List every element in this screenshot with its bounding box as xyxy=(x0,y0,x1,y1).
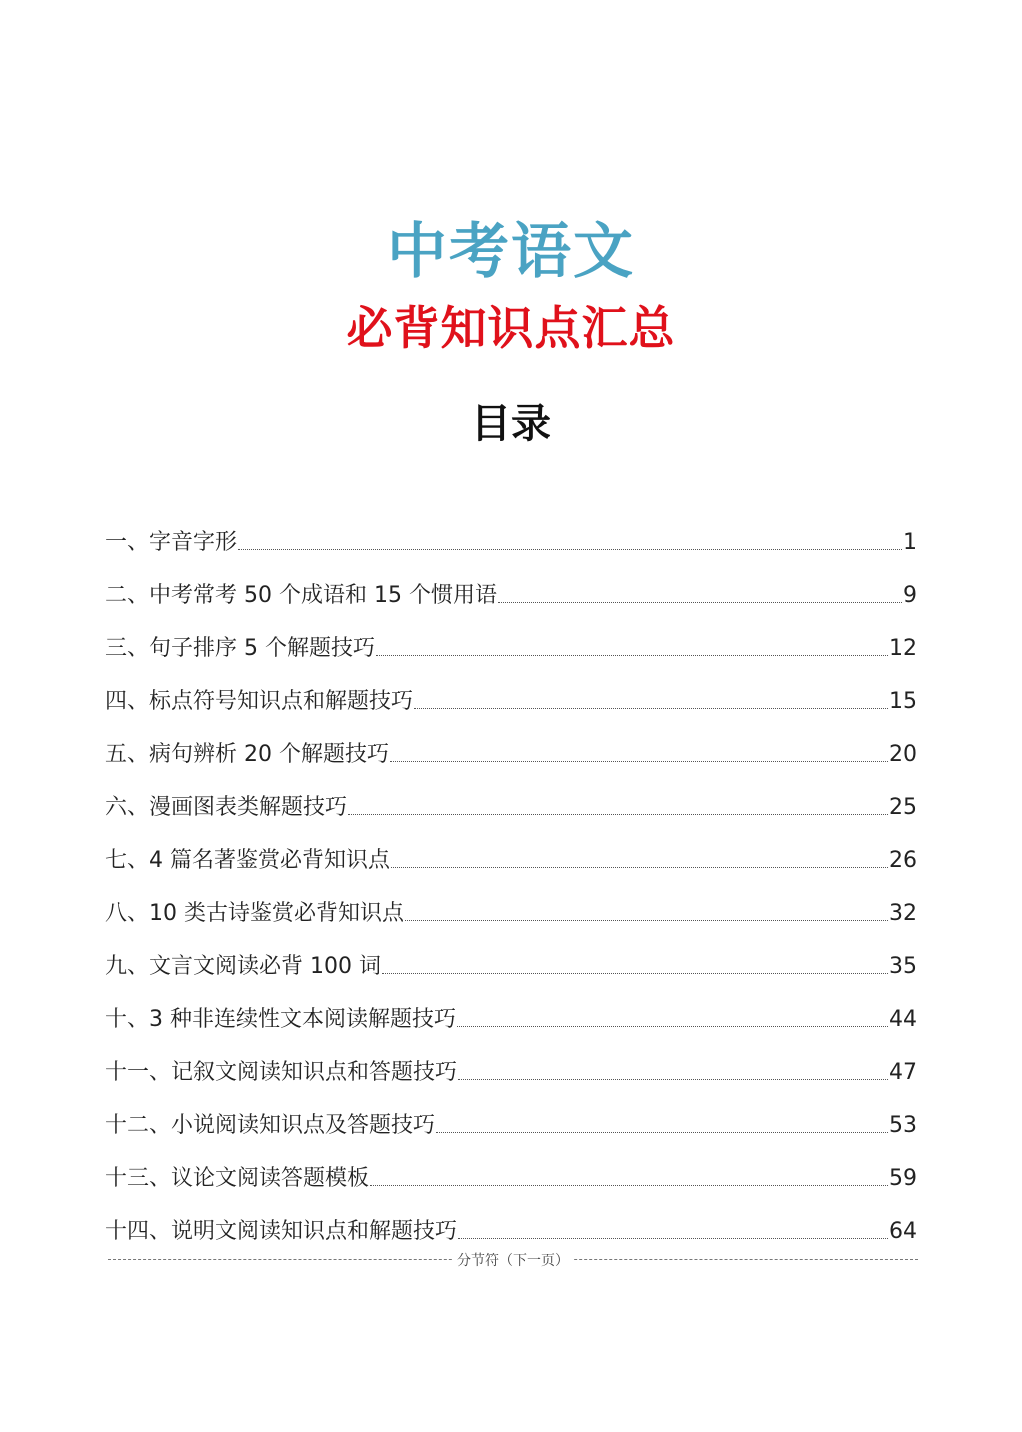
toc-leader-dots xyxy=(370,1185,888,1186)
toc-entry-label: 十二、小说阅读知识点及答题技巧 xyxy=(105,1113,436,1138)
toc-leader-dots xyxy=(458,1079,888,1080)
toc-entry[interactable] xyxy=(105,1093,917,1146)
toc-entry[interactable] xyxy=(105,1146,917,1199)
toc-entry[interactable] xyxy=(105,987,917,1040)
toc-entry-page: 1 xyxy=(903,530,917,555)
toc-entry-page: 15 xyxy=(889,689,917,714)
toc-entry[interactable] xyxy=(105,775,917,828)
toc-entry-label: 二、中考常考 50 个成语和 15 个惯用语 xyxy=(105,583,497,608)
toc-entry[interactable] xyxy=(105,510,917,563)
section-break xyxy=(108,1250,918,1270)
toc-entry-label: 十四、说明文阅读知识点和解题技巧 xyxy=(105,1219,458,1244)
toc-entry-label: 八、10 类古诗鉴赏必背知识点 xyxy=(105,901,404,926)
toc-entry-label: 七、4 篇名著鉴赏必背知识点 xyxy=(105,848,390,873)
toc-leader-dots xyxy=(457,1026,888,1027)
toc-entry[interactable] xyxy=(105,934,917,987)
toc-entry-page: 35 xyxy=(889,954,917,979)
toc-leader-dots xyxy=(382,973,888,974)
table-of-contents xyxy=(105,510,917,1252)
toc-entry-label: 六、漫画图表类解题技巧 xyxy=(105,795,348,820)
toc-entry[interactable] xyxy=(105,1040,917,1093)
toc-entry-page: 20 xyxy=(889,742,917,767)
toc-entry-page: 25 xyxy=(889,795,917,820)
toc-entry[interactable] xyxy=(105,828,917,881)
toc-entry[interactable] xyxy=(105,563,917,616)
toc-entry-label: 十一、记叙文阅读知识点和答题技巧 xyxy=(105,1060,458,1085)
toc-leader-dots xyxy=(238,549,902,550)
toc-leader-dots xyxy=(391,867,888,868)
toc-leader-dots xyxy=(348,814,888,815)
toc-leader-dots xyxy=(414,708,888,709)
toc-entry-page: 64 xyxy=(889,1219,917,1244)
toc-entry-page: 26 xyxy=(889,848,917,873)
toc-entry-label: 一、字音字形 xyxy=(105,530,238,555)
toc-entry-page: 47 xyxy=(889,1060,917,1085)
toc-entry-label: 十、3 种非连续性文本阅读解题技巧 xyxy=(105,1007,456,1032)
toc-leader-dots xyxy=(390,761,888,762)
toc-entry[interactable] xyxy=(105,669,917,722)
toc-entry-label: 三、句子排序 5 个解题技巧 xyxy=(105,636,375,661)
toc-entry-label: 五、病句辨析 20 个解题技巧 xyxy=(105,742,389,767)
toc-leader-dots xyxy=(376,655,888,656)
toc-entry-page: 59 xyxy=(889,1166,917,1191)
document-title: 中考语文 xyxy=(387,217,635,287)
toc-heading: 目录 xyxy=(471,401,551,447)
toc-entry[interactable] xyxy=(105,722,917,775)
toc-entry-page: 9 xyxy=(903,583,917,608)
toc-leader-dots xyxy=(458,1238,888,1239)
document-subtitle: 必背知识点汇总 xyxy=(346,301,676,355)
toc-entry[interactable] xyxy=(105,616,917,669)
toc-entry-page: 53 xyxy=(889,1113,917,1138)
section-break-label: 分节符（下一页） xyxy=(453,1253,573,1269)
toc-entry-page: 12 xyxy=(889,636,917,661)
toc-entry-label: 十三、议论文阅读答题模板 xyxy=(105,1166,370,1191)
toc-entry-label: 九、文言文阅读必背 100 词 xyxy=(105,954,381,979)
toc-entry-label: 四、标点符号知识点和解题技巧 xyxy=(105,689,414,714)
toc-leader-dots xyxy=(405,920,888,921)
toc-leader-dots xyxy=(498,602,902,603)
toc-entry[interactable] xyxy=(105,1199,917,1252)
toc-entry-page: 44 xyxy=(889,1007,917,1032)
toc-entry[interactable] xyxy=(105,881,917,934)
toc-leader-dots xyxy=(436,1132,888,1133)
toc-entry-page: 32 xyxy=(889,901,917,926)
